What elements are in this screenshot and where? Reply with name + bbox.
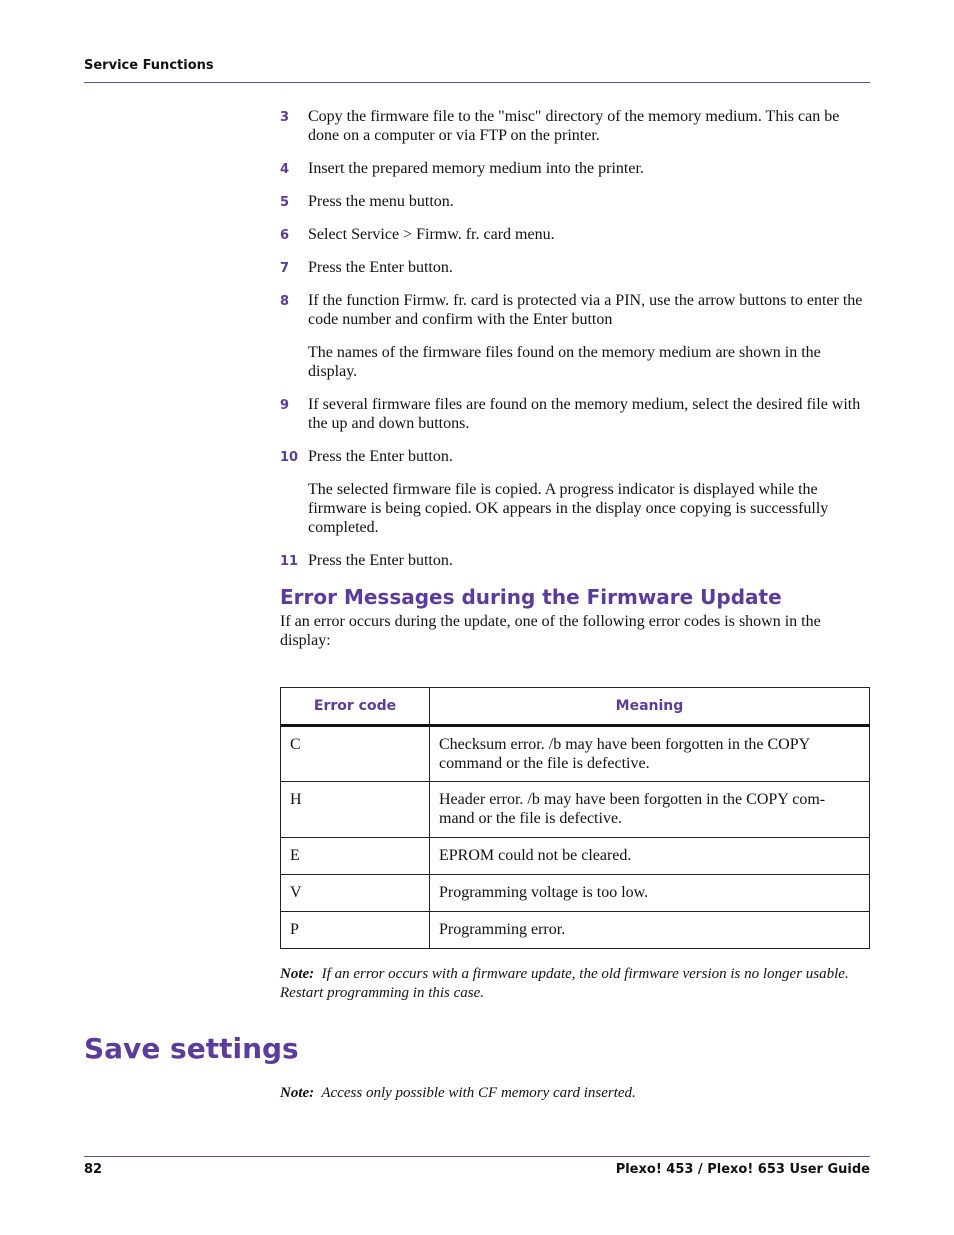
step-9	[280, 395, 870, 433]
step-text: Press the menu button.	[308, 193, 454, 210]
step-number: 4	[280, 162, 290, 177]
step-7	[280, 258, 870, 277]
meaning-cell: EPROM could not be cleared.	[430, 838, 870, 875]
step-detail: The names of the firmware files found on the memory medium are shown in the display.	[308, 344, 821, 380]
error-code-cell: C	[281, 726, 430, 782]
step-text: Copy the firmware file to the "misc" directory of the memory medium. This can be done on a computer or via FTP on the printer.	[308, 108, 840, 144]
footer-rule	[84, 1156, 870, 1157]
firmware-note	[280, 965, 870, 1003]
step-3	[280, 107, 870, 145]
step-11	[280, 551, 870, 570]
step-detail: The selected firmware file is copied. A progress indicator is displayed while the firmware is being copied. OK appears in the display once copying is successfully completed.	[308, 481, 829, 536]
header-rule	[84, 82, 870, 83]
step-text: Press the Enter button.	[308, 448, 453, 465]
table-row	[281, 782, 870, 838]
note-text: If an error occurs with a firmware update, the old firmware version is no longer usable. Restart programming in this case.	[280, 966, 849, 1001]
step-number: 6	[280, 228, 290, 243]
table-row	[281, 726, 870, 782]
meaning-cell: Checksum error. /b may have been forgotten in the COPY command or the file is defective.	[430, 726, 870, 782]
step-number: 7	[280, 261, 290, 276]
section-heading: Error Messages during the Firmware Update	[280, 585, 782, 609]
column-header-error-code: Error code	[281, 688, 430, 726]
running-head: Service Functions	[84, 58, 214, 73]
step-4	[280, 159, 870, 178]
step-5	[280, 192, 870, 211]
error-code-cell: V	[281, 875, 430, 912]
error-code-cell: H	[281, 782, 430, 838]
note-label: Note:	[280, 966, 315, 982]
error-code-table	[280, 687, 870, 949]
guide-title: Plexo! 453 / Plexo! 653 User Guide	[615, 1162, 870, 1177]
step-number: 10	[280, 450, 299, 465]
table-row	[281, 838, 870, 875]
error-code-cell: P	[281, 912, 430, 949]
meaning-cell: Programming error.	[430, 912, 870, 949]
step-text: Press the Enter button.	[308, 552, 453, 569]
table-row	[281, 912, 870, 949]
step-10	[280, 447, 870, 537]
step-text: If the function Firmw. fr. card is protected via a PIN, use the arrow buttons to enter the code number and confirm with the Enter button	[308, 292, 863, 328]
save-settings-note	[280, 1084, 870, 1103]
step-number: 9	[280, 398, 290, 413]
step-text: Press the Enter button.	[308, 259, 453, 276]
page-number: 82	[84, 1162, 103, 1177]
procedure-steps	[280, 107, 870, 584]
page-title: Save settings	[84, 1032, 299, 1065]
step-text: Insert the prepared memory medium into the printer.	[308, 160, 644, 177]
table-row	[281, 875, 870, 912]
note-label: Note:	[280, 1085, 315, 1101]
table-header-row	[281, 688, 870, 726]
column-header-meaning: Meaning	[430, 688, 870, 726]
meaning-cell: Programming voltage is too low.	[430, 875, 870, 912]
step-text: Select Service > Firmw. fr. card menu.	[308, 226, 555, 243]
section-intro: If an error occurs during the update, one of the following error codes is shown in the display:	[280, 613, 821, 649]
note-text: Access only possible with CF memory card inserted.	[321, 1085, 636, 1101]
error-code-cell: E	[281, 838, 430, 875]
step-number: 3	[280, 110, 290, 125]
step-number: 5	[280, 195, 290, 210]
step-8	[280, 291, 870, 381]
step-number: 8	[280, 294, 290, 309]
step-number: 11	[280, 554, 299, 569]
meaning-cell: Header error. /b may have been forgotten in the COPY com-mand or the file is defective.	[430, 782, 870, 838]
step-text: If several firmware files are found on the memory medium, select the desired file with the up and down buttons.	[308, 396, 861, 432]
step-6	[280, 225, 870, 244]
